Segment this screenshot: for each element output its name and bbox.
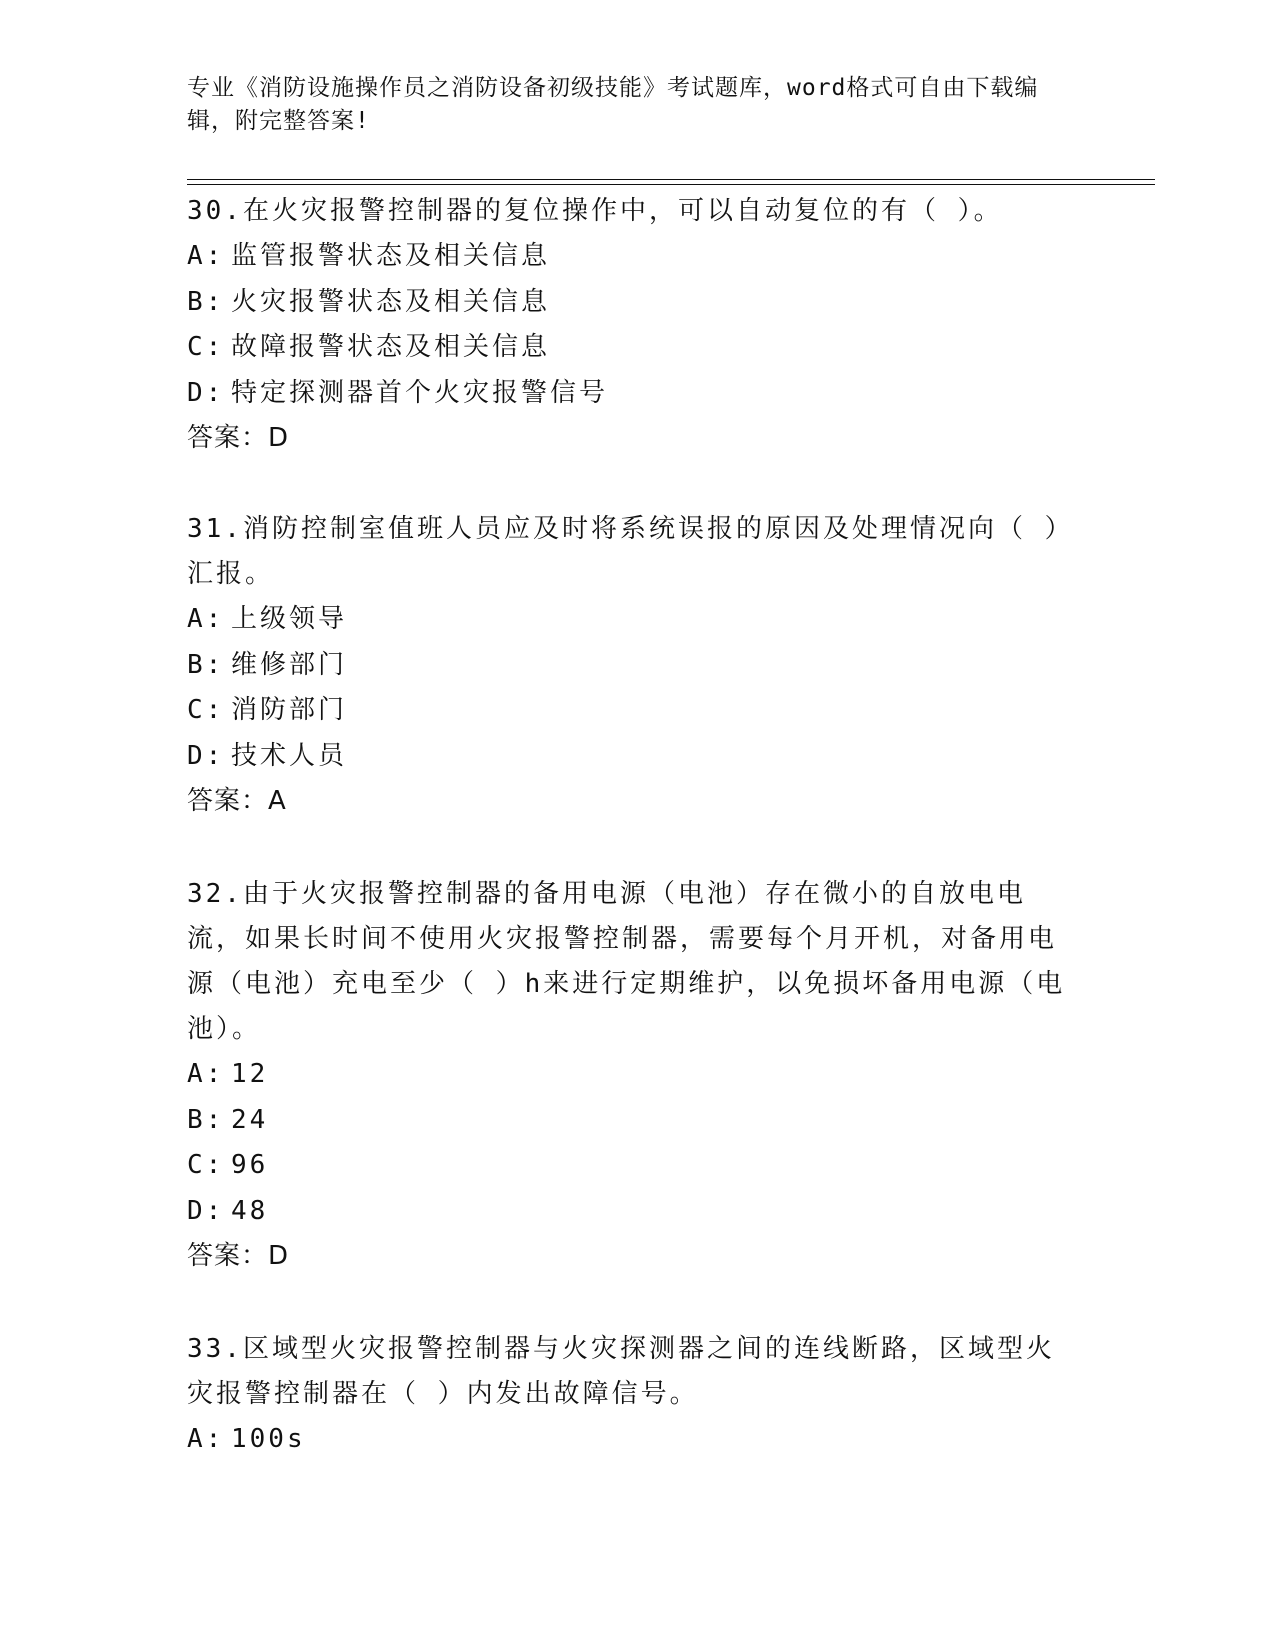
- question-33: [187, 1327, 1077, 1463]
- option-b: [187, 643, 1077, 689]
- option-a: [187, 597, 1077, 643]
- question-stem: 30.在火灾报警控制器的复位操作中，可以自动复位的有（ ）。: [187, 196, 1003, 226]
- option-text: 火灾报警状态及相关信息: [231, 286, 551, 317]
- option-text: 24: [231, 1104, 269, 1135]
- option-b: [187, 280, 1077, 326]
- answer-line: 答案：D: [187, 423, 290, 453]
- option-key: D:: [187, 1195, 225, 1226]
- option-text: 48: [231, 1195, 269, 1226]
- option-key: A:: [187, 1059, 225, 1089]
- option-key: B:: [187, 649, 225, 680]
- option-text: 96: [231, 1150, 269, 1180]
- option-key: D:: [187, 377, 225, 408]
- option-key: A:: [187, 241, 225, 271]
- question-30: [187, 189, 1077, 461]
- option-d: [187, 734, 1077, 780]
- option-d: [187, 1189, 1077, 1235]
- option-key: C:: [187, 1150, 225, 1180]
- option-c: [187, 1143, 1077, 1189]
- answer-line: 答案：A: [187, 786, 287, 816]
- option-key: D:: [187, 740, 225, 771]
- option-c: [187, 325, 1077, 371]
- option-key: B:: [187, 286, 225, 317]
- question-32: [187, 872, 1077, 1279]
- option-key: A:: [187, 1424, 225, 1454]
- option-text: 故障报警状态及相关信息: [231, 332, 551, 362]
- option-text: 监管报警状态及相关信息: [231, 241, 551, 271]
- question-stem: 31.消防控制室值班人员应及时将系统误报的原因及处理情况向（ ）汇报。: [187, 514, 1074, 589]
- option-a: [187, 1052, 1077, 1098]
- option-key: A:: [187, 604, 225, 634]
- option-a: [187, 234, 1077, 280]
- option-b: [187, 1098, 1077, 1144]
- option-d: [187, 371, 1077, 417]
- option-text: 上级领导: [231, 604, 348, 634]
- question-31: [187, 507, 1077, 824]
- question-stem: 32.由于火灾报警控制器的备用电源（电池）存在微小的自放电电流，如果长时间不使用火灾报警控制器，需要每个月开机，对备用电源（电池）充电至少（ ）h来进行定期维护，以免损坏备用电源（电池）。: [187, 879, 1066, 1044]
- option-text: 技术人员: [231, 740, 348, 771]
- option-c: [187, 688, 1077, 734]
- option-text: 12: [231, 1059, 269, 1089]
- option-key: B:: [187, 1104, 225, 1135]
- document-intro: 专业《消防设施操作员之消防设备初级技能》考试题库，word格式可自由下载编辑，附完整答案!: [187, 75, 1039, 134]
- option-a: [187, 1417, 1077, 1463]
- option-key: C:: [187, 332, 225, 362]
- option-key: C:: [187, 695, 225, 725]
- header-divider-top: [187, 179, 1155, 180]
- option-text: 特定探测器首个火灾报警信号: [231, 377, 609, 408]
- question-stem: 33.区域型火灾报警控制器与火灾探测器之间的连线断路，区域型火灾报警控制器在（ ）内发出故障信号。: [187, 1334, 1055, 1409]
- header-divider-bottom: [187, 184, 1155, 185]
- option-text: 100s: [231, 1424, 306, 1454]
- answer-line: 答案：D: [187, 1241, 290, 1271]
- option-text: 维修部门: [231, 649, 348, 680]
- option-text: 消防部门: [231, 695, 348, 725]
